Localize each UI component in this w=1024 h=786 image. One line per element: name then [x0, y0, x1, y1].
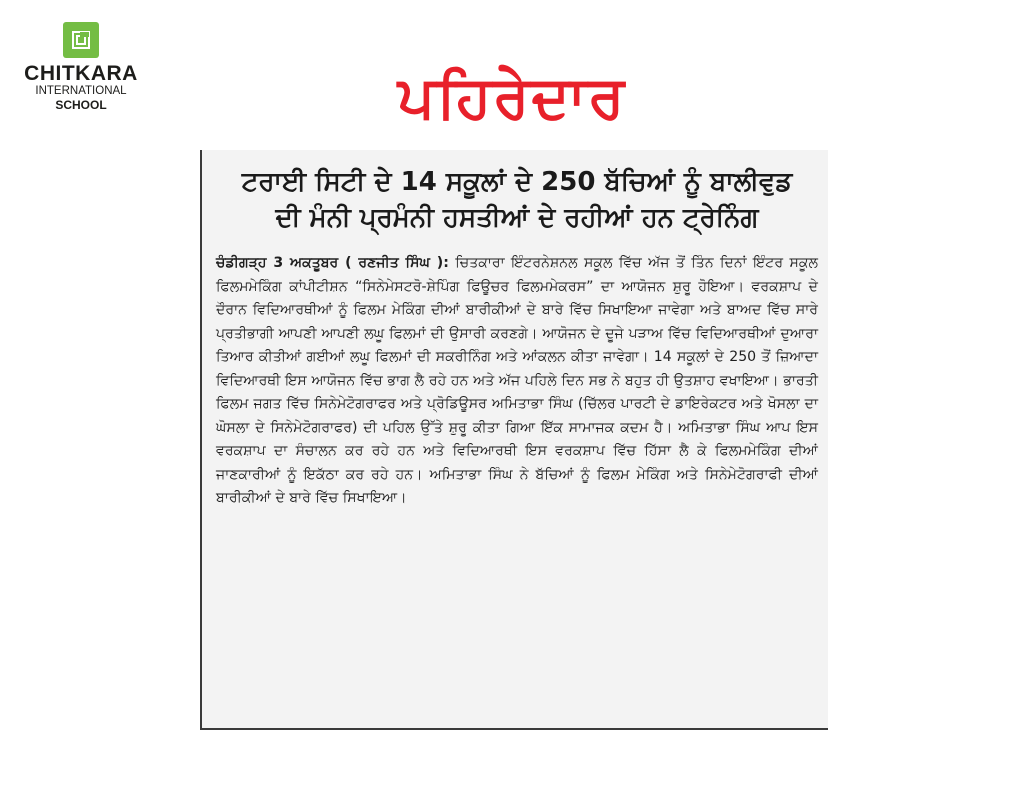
- newspaper-masthead: ਪਹਿਰੇਦਾਰ: [397, 63, 627, 131]
- article-headline: [216, 164, 818, 236]
- logo-subtitle-international: INTERNATIONAL: [35, 85, 127, 97]
- article-body: [216, 252, 818, 511]
- article-dateline: ਚੰਡੀਗੜ੍ਹ 3 ਅਕਤੂਬਰ ( ਰਣਜੀਤ ਸਿੰਘ ):: [216, 255, 449, 271]
- logo-subtitle-school: SCHOOL: [55, 98, 107, 112]
- newspaper-clipping: [200, 150, 828, 730]
- logo-name: CHITKARA: [24, 62, 138, 85]
- headline-line-1: ਟਰਾਈ ਸਿਟੀ ਦੇ 14 ਸਕੂਲਾਂ ਦੇ 250 ਬੱਚਿਆਂ ਨੂੰ ਬਾਲੀਵੁਡ: [241, 167, 793, 197]
- headline-line-2: ਦੀ ਮੰਨੀ ਪ੍ਰਮੰਨੀ ਹਸਤੀਆਂ ਦੇ ਰਹੀਆਂ ਹਨ ਟ੍ਰੇਨਿੰਗ: [275, 203, 759, 233]
- article-body-text: ਚਿਤਕਾਰਾ ਇੰਟਰਨੇਸ਼ਨਲ ਸਕੂਲ ਵਿੱਚ ਅੱਜ ਤੋਂ ਤਿੰਨ ਦਿਨਾਂ ਇੰਟਰ ਸਕੂਲ ਫਿਲਮਮੇਕਿੰਗ ਕਾਂਪੀਟੀਸ਼ਨ “ਸਿਨੇਮੇਸਟਰੋ-ਸ਼ੇਪਿੰਗ ਫਿਊਚਰ ਫਿਲਮਮੇਕਰਸ” ਦਾ ਆਯੋਜਨ ਸ਼ੁਰੂ ਹੋਇਆ। ਵਰਕਸ਼ਾਪ ਦੇ ਦੌਰਾਨ ਵਿਦਿਆਰਥੀਆਂ ਨੂੰ ਫਿਲਮ ਮੇਕਿੰਗ ਦੀਆਂ ਬਾਰੀਕੀਆਂ ਦੇ ਬਾਰੇ ਵਿੱਚ ਸਿਖਾਇਆ ਜਾਵੇਗਾ ਅਤੇ ਬਾਅਦ ਵਿੱਚ ਸਾਰੇ ਪ੍ਰਤੀਭਾਗੀ ਆਪਣੀ ਆਪਣੀ ਲਘੂ ਫਿਲਮਾਂ ਦੀ ਉਸਾਰੀ ਕਰਣਗੇ। ਆਯੋਜਨ ਦੇ ਦੂਜੇ ਪੜਾਅ ਵਿੱਚ ਵਿਦਿਆਰਥੀਆਂ ਦੁਆਰਾ ਤਿਆਰ ਕੀਤੀਆਂ ਗਈਆਂ ਲਘੂ ਫਿਲਮਾਂ ਦੀ ਸਕਰੀਨਿੰਗ ਅਤੇ ਆਂਕਲਨ ਕੀਤਾ ਜਾਵੇਗਾ। 14 ਸਕੂਲਾਂ ਦੇ 250 ਤੋਂ ਜ਼ਿਆਦਾ ਵਿਦਿਆਰਥੀ ਇਸ ਆਯੋਜਨ ਵਿੱਚ ਭਾਗ ਲੈ ਰਹੇ ਹਨ ਅਤੇ ਅੱਜ ਪਹਿਲੇ ਦਿਨ ਸਭ ਨੇ ਬਹੁਤ ਹੀ ਉਤਸ਼ਾਹ ਵਖਾਇਆ। ਭਾਰਤੀ ਫਿਲਮ ਜਗਤ ਵਿੱਚ ਸਿਨੇਮੇਟੋਗਰਾਫਰ ਅਤੇ ਪ੍ਰੋਡਿਊਸਰ ਅਮਿਤਾਭਾ ਸਿੰਘ (ਚਿੱਲਰ ਪਾਰਟੀ ਦੇ ਡਾਇਰੇਕਟਰ ਅਤੇ ਖੋਸਲਾ ਦਾ ਘੋਸਲਾ ਦੇ ਸਿਨੇਮੇਟੋਗਰਾਫਰ) ਦੀ ਪਹਿਲ ਉੱਤੇ ਸ਼ੁਰੂ ਕੀਤਾ ਗਿਆ ਇੱਕ ਸਾਮਾਜਕ ਕਦਮ ਹੈ। ਅਮਿਤਾਭਾ ਸਿੰਘ ਆਪ ਇਸ ਵਰਕਸ਼ਾਪ ਦਾ ਸੰਚਾਲਨ ਕਰ ਰਹੇ ਹਨ ਅਤੇ ਵਿਦਿਆਰਥੀ ਇਸ ਵਰਕਸ਼ਾਪ ਵਿੱਚ ਹਿੱਸਾ ਲੈ ਕੇ ਫਿਲਮਮੇਕਿੰਗ ਦੀਆਂ ਜਾਣਕਾਰੀਆਂ ਨੂੰ ਇਕੱਠਾ ਕਰ ਰਹੇ ਹਨ। ਅਮਿਤਾਭਾ ਸਿੰਘ ਨੇ ਬੱਚਿਆਂ ਨੂੰ ਫਿਲਮ ਮੇਕਿੰਗ ਅਤੇ ਸਿਨੇਮੇਟੋਗਰਾਫੀ ਦੀਆਂ ਬਾਰੀਕੀਆਂ ਦੇ ਬਾਰੇ ਵਿੱਚ ਸਿਖਾਇਆ।: [216, 255, 818, 506]
- logo-mark-icon: [63, 22, 99, 58]
